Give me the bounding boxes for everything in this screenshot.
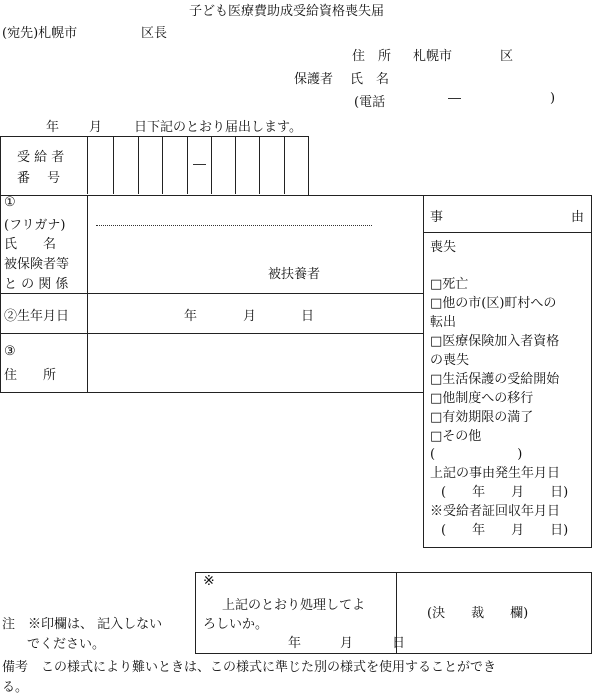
remarks-line1: 備考 この様式により難いときは、この様式に準じた別の様式を使用することができ: [2, 660, 497, 675]
section1-furigana: (フリガナ): [4, 218, 66, 233]
reason-header-divider: [423, 232, 592, 233]
section1-number: ①: [4, 195, 16, 210]
recipient-label-line2: 番 号: [17, 171, 61, 186]
reason-item: 上記の事由発生年月日: [430, 466, 561, 481]
address-city: 札幌市: [413, 49, 453, 64]
addressee-prefix: (宛先)札幌市: [2, 26, 78, 41]
main-table-bottom: [0, 392, 424, 393]
digit-cell-divider: [259, 136, 260, 194]
address-ward: 区: [500, 49, 514, 64]
reason-item: ( 年 月 日): [441, 485, 569, 500]
submit-year: 年: [46, 120, 60, 135]
main-table-top: [0, 195, 592, 196]
name-label: 氏 名: [350, 72, 390, 87]
remarks-line2: る。: [2, 680, 29, 695]
section1-name-label: 氏 名: [4, 237, 57, 252]
reason-item: □他の市(区)町村への: [430, 296, 557, 311]
furigana-dotted-line: [96, 225, 372, 226]
form-title: 子ども医療費助成受給資格喪失届: [189, 4, 385, 19]
section1-relation-line1: 被保険者等: [4, 257, 70, 272]
section1-relation-line2: と の 関 係: [4, 277, 69, 292]
digit-cell-divider: [284, 136, 285, 194]
recipient-dash: ―: [193, 157, 206, 172]
digit-cell-divider: [211, 136, 212, 194]
reason-item: ( ): [430, 447, 523, 462]
approval-text-line2: ろしいか。: [203, 617, 269, 632]
main-label-divider: [87, 195, 88, 393]
section2-label: ②生年月日: [4, 309, 70, 324]
row-divider-1: [0, 293, 424, 294]
reason-item: □その他: [430, 429, 482, 444]
recipient-number-box: [0, 136, 309, 196]
approval-text-line1: 上記のとおり処理してよ: [222, 598, 366, 613]
digit-cell-divider: [187, 136, 188, 194]
birth-day: 日: [301, 309, 315, 324]
reason-header-left: 事: [430, 210, 444, 225]
phone-close: ): [550, 91, 556, 106]
addressee-suffix: 区長: [141, 26, 168, 41]
reason-item: の喪失: [430, 353, 470, 368]
main-table-left: [0, 195, 1, 393]
reason-item: □医療保険加入者資格: [430, 334, 560, 349]
approval-mark: ※: [203, 573, 215, 589]
phone-dash: ―: [448, 91, 461, 106]
reason-item: □死亡: [430, 277, 469, 292]
guardian-label: 保護者: [294, 72, 334, 87]
digit-cell-divider: [138, 136, 139, 194]
digit-cell-divider: [113, 136, 114, 194]
recipient-label-line1: 受 給 者: [17, 150, 65, 165]
reason-item: ※受給者証回収年月日: [430, 504, 561, 519]
phone-open: (電話: [354, 95, 386, 110]
reason-header-right: 由: [571, 210, 585, 225]
section3-label: 住 所: [4, 368, 57, 383]
note-line2: でください。: [27, 637, 106, 652]
section3-number: ③: [4, 344, 16, 359]
reason-item: □他制度への移行: [430, 391, 534, 406]
approval-date: 年 月 日: [288, 636, 406, 651]
reason-left-border: [423, 195, 424, 548]
row-divider-2: [0, 333, 424, 334]
submit-month: 月: [89, 120, 103, 135]
birth-year: 年: [184, 309, 198, 324]
address-label: 住 所: [352, 49, 392, 64]
reason-item: □生活保護の受給開始: [430, 372, 560, 387]
decision-field: (決 裁 欄): [427, 606, 529, 621]
digit-cell-divider: [235, 136, 236, 194]
reason-item: □有効期限の満了: [430, 410, 534, 425]
note-line1: 注 ※印欄は、 記入しない: [2, 617, 163, 632]
recipient-label-divider: [87, 136, 88, 194]
birth-month: 月: [243, 309, 257, 324]
reason-item: 転出: [430, 315, 457, 330]
submit-day-text: 日下記のとおり届出します。: [134, 120, 302, 135]
relation-value: 被扶養者: [268, 267, 321, 282]
digit-cell-divider: [162, 136, 163, 194]
reason-bottom-border: [423, 547, 592, 548]
reason-title: 喪失: [430, 240, 457, 255]
reason-item: ( 年 月 日): [441, 523, 569, 538]
